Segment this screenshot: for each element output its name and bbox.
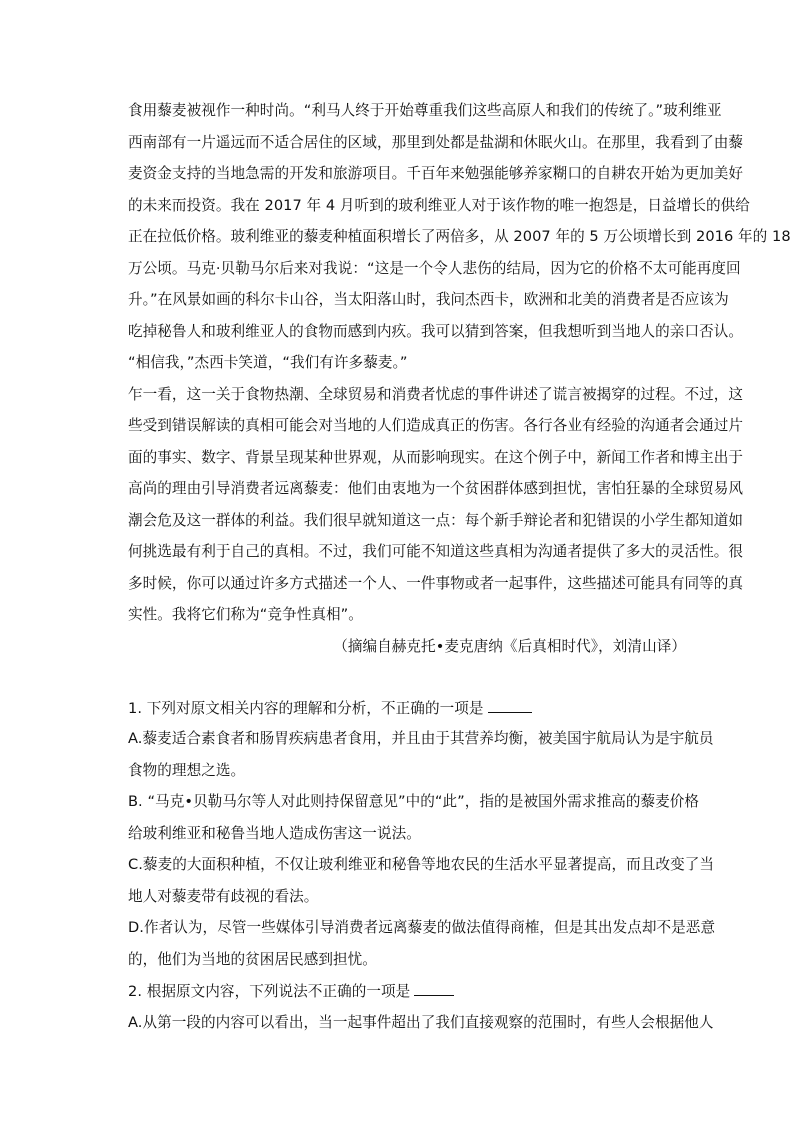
passage-line: “相信我，”杰西卡笑道，“我们有许多藜麦。” [128,354,408,371]
passage-line: 西南部有一片遥远而不适合居住的区域，那里到处都是盐湖和休眠火山。在那里，我看到了由藜 [128,134,744,151]
passage-line: 何挑选最有利于自己的真相。不过，我们可能不知道这些真相为沟通者提供了多大的灵活性。很 [128,543,744,560]
question-1 [128,698,694,719]
question-1-option: A.藜麦适合素食者和肠胃疾病患者食用，并且由于其营养均衡，被美国宇航局认为是宇航员 [128,730,714,747]
passage-line: 高尚的理由引导消费者远离藜麦：他们由衷地为一个贫困群体感到担忧，害怕狂暴的全球贸易风 [128,480,744,497]
passage-line: 麦资金支持的当地急需的开发和旅游项目。千百年来勉强能够养家糊口的自耕农开始为更加美好 [128,165,744,182]
question-1-option: 的，他们为当地的贫困居民感到担忧。 [128,951,377,968]
passage-line: 乍一看，这一关于食物热潮、全球贸易和消费者忧虑的事件讲述了谎言被揭穿的过程。不过，这 [128,386,744,403]
passage-line: 多时候，你可以通过许多方式描述一个人、一件事物或者一起事件，这些描述可能具有同等的真 [128,575,744,592]
passage-line: 正在拉低价格。玻利维亚的藜麦种植面积增长了两倍多，从 2007 年的 5 万公顷增长到 2016 年的 18 [128,228,791,245]
passage-line: 实性。我将它们称为“竞争性真相”。 [128,606,363,623]
passage-line: 食用藜麦被视作一种时尚。“利马人终于开始尊重我们这些高原人和我们的传统了。”玻利维亚 [128,102,722,119]
question-1-option: 地人对藜麦带有歧视的看法。 [128,888,319,905]
question-1-option: 食物的理想之选。 [128,762,246,779]
passage-line: 的未来而投资。我在 2017 年 4 月听到的玻利维亚人对于该作物的唯一抱怨是，日益增长的供给 [128,197,750,214]
question-1-option: C.藜麦的大面积种植，不仅让玻利维亚和秘鲁等地农民的生活水平显著提高，而且改变了当 [128,856,715,873]
answer-blank [488,698,532,713]
passage-line: 些受到错误解读的真相可能会对当地的人们造成真正的伤害。各行各业有经验的沟通者会通过片 [128,417,744,434]
source-citation: （摘编自赫克托•麦克唐纳《后真相时代》，刘清山译） [333,638,686,655]
question-1-option: 给玻利维亚和秘鲁当地人造成伤害这一说法。 [128,825,421,842]
question-1-option: B. “马克•贝勒马尔等人对此则持保留意见”中的“此”，指的是被国外需求推高的藜麦价格 [128,793,700,810]
question-1-option: D.作者认为，尽管一些媒体引导消费者远离藜麦的做法值得商榷，但是其出发点却不是恶意 [128,919,716,936]
question-2 [128,981,694,1002]
question-2-stem: 2. 根据原文内容，下列说法不正确的一项是 [128,983,411,1000]
question-2-option: A.从第一段的内容可以看出，当一起事件超出了我们直接观察的范围时，有些人会根据他人 [128,1014,714,1031]
passage-line: 吃掉秘鲁人和玻利维亚人的食物而感到内疚。我可以猜到答案，但我想听到当地人的亲口否认。 [128,323,744,340]
answer-blank [414,981,454,996]
question-1-stem: 1. 下列对原文相关内容的理解和分析，不正确的一项是 [128,700,484,717]
passage-line: 潮会危及这一群体的利益。我们很早就知道这一点：每个新手辩论者和犯错误的小学生都知道如 [128,512,744,529]
passage-line: 升。”在风景如画的科尔卡山谷，当太阳落山时，我问杰西卡，欧洲和北美的消费者是否应该为 [128,291,729,308]
passage-line: 面的事实、数字、背景呈现某种世界观，从而影响现实。在这个例子中，新闻工作者和博主出于 [128,449,744,466]
passage-line: 万公顷。马克·贝勒马尔后来对我说：“这是一个令人悲伤的结局，因为它的价格不太可能再度回 [128,260,741,277]
